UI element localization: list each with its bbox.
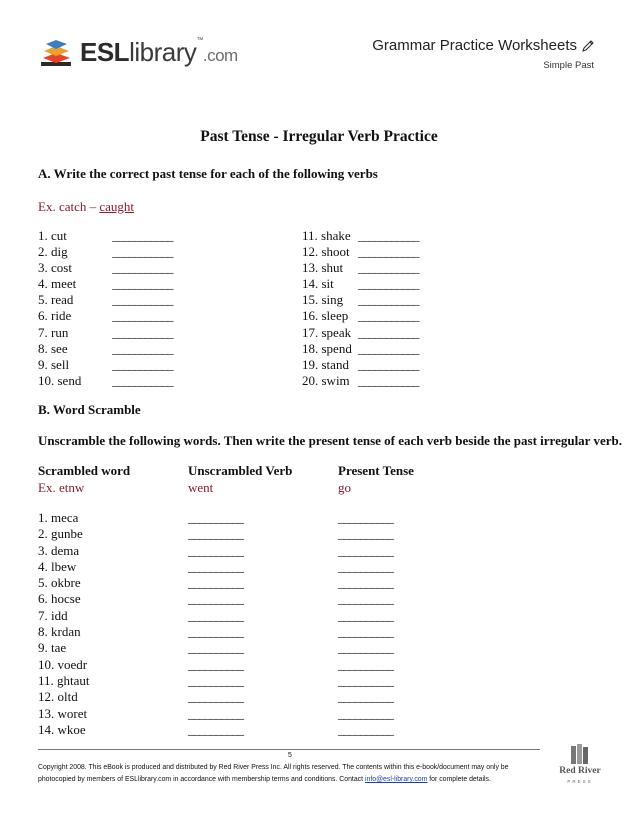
answer-blank[interactable]: ___________ [358, 276, 419, 292]
unscrambled-blank[interactable]: __________ [188, 575, 243, 591]
unscrambled-blank[interactable]: __________ [188, 607, 243, 623]
verb-item: 7. run [38, 324, 69, 340]
present-tense-blank[interactable]: __________ [338, 591, 393, 607]
col-header-unscrambled: Unscrambled Verb [188, 463, 293, 478]
present-tense-blank[interactable]: __________ [338, 672, 393, 688]
present-tense-blank[interactable]: __________ [338, 542, 393, 558]
verb-item: 14. sit [302, 276, 334, 292]
footer-divider [38, 749, 540, 750]
scrambled-word-item: 1. meca [38, 510, 79, 525]
unscrambled-blank[interactable]: __________ [188, 656, 243, 672]
answer-blank[interactable]: ___________ [112, 308, 173, 324]
page-number: 5 [288, 752, 292, 759]
copyright-notice: Copyright 2008. This eBook is produced and distributed by Red River Press Inc. All rights reserved. The contents within this e-book/document may only be photocopied by members of ESLlibrary.com in accordance with membership terms and conditions. Contact info@esl-library.com for complete details. [38, 764, 509, 783]
example-unscrambled: went [188, 480, 214, 495]
verb-item: 8. see [38, 340, 68, 356]
answer-blank[interactable]: ___________ [358, 372, 419, 388]
section-a-right-column [302, 228, 352, 389]
section-a-left-blanks [112, 228, 173, 389]
scrambled-word-item: 11. ghtaut [38, 672, 90, 688]
section-b-heading: B. Word Scramble [38, 402, 141, 417]
verb-item: 19. stand [302, 356, 349, 372]
verb-item: 11. shake [302, 228, 351, 243]
answer-blank[interactable]: ___________ [112, 372, 173, 388]
unscrambled-blank[interactable]: __________ [188, 705, 243, 721]
unscrambled-blank[interactable]: __________ [188, 640, 243, 656]
scrambled-word-item: 12. oltd [38, 689, 78, 705]
scrambled-word-item: 13. woret [38, 705, 88, 721]
answer-blank[interactable]: ___________ [358, 356, 419, 372]
col-header-scrambled: Scrambled word [38, 463, 131, 478]
answer-blank[interactable]: ___________ [112, 276, 173, 292]
answer-blank[interactable]: ___________ [358, 292, 419, 308]
verb-item: 17. speak [302, 324, 352, 340]
present-tense-blank[interactable]: __________ [338, 705, 393, 721]
answer-blank[interactable]: ___________ [112, 244, 173, 260]
logo-wordmark: ESLlibrary™.com [80, 37, 238, 67]
present-blanks-column [338, 510, 393, 738]
book-stack-icon [38, 36, 74, 72]
answer-blank[interactable]: ___________ [112, 292, 173, 308]
unscrambled-blank[interactable]: __________ [188, 591, 243, 607]
verb-item: 20. swim [302, 372, 350, 388]
verb-item: 4. meet [38, 276, 77, 292]
answer-blank[interactable]: ___________ [358, 340, 419, 356]
example-present: go [338, 480, 351, 495]
answer-blank[interactable]: ___________ [358, 324, 419, 340]
page-title: Past Tense - Irregular Verb Practice [200, 128, 438, 145]
books-icon [568, 742, 592, 766]
verb-item: 16. sleep [302, 308, 349, 324]
present-tense-blank[interactable]: __________ [338, 575, 393, 591]
present-tense-blank[interactable]: __________ [338, 689, 393, 705]
unscrambled-blank[interactable]: __________ [188, 510, 243, 525]
present-tense-blank[interactable]: __________ [338, 656, 393, 672]
worksheet-topic: Simple Past [543, 60, 594, 71]
section-a-example: Ex. catch – caught [38, 199, 135, 214]
verb-item: 15. sing [302, 292, 344, 308]
unscrambled-blank[interactable]: __________ [188, 689, 243, 705]
present-tense-blank[interactable]: __________ [338, 558, 393, 574]
verb-item: 5. read [38, 292, 74, 308]
verb-item: 9. sell [38, 356, 70, 372]
verb-item: 2. dig [38, 244, 68, 260]
pencil-icon [580, 38, 596, 54]
red-river-press-logo: Red River PRESS [555, 742, 605, 788]
answer-blank[interactable]: ___________ [358, 228, 419, 243]
unscrambled-blank[interactable]: __________ [188, 542, 243, 558]
answer-blank[interactable]: ___________ [112, 324, 173, 340]
section-a-left-column [38, 228, 81, 389]
answer-blank[interactable]: ___________ [358, 308, 419, 324]
verb-item: 3. cost [38, 260, 72, 276]
verb-item: 18. spend [302, 340, 352, 356]
answer-blank[interactable]: ___________ [112, 260, 173, 276]
present-tense-blank[interactable]: __________ [338, 607, 393, 623]
answer-blank[interactable]: ___________ [112, 340, 173, 356]
scrambled-word-item: 6. hocse [38, 591, 81, 607]
col-header-present: Present Tense [338, 463, 414, 478]
section-a-right-blanks [358, 228, 419, 389]
verb-item: 6. ride [38, 308, 72, 324]
present-tense-blank[interactable]: __________ [338, 624, 393, 640]
esl-library-logo [38, 34, 238, 78]
contact-email-link[interactable]: info@esl-library.com [364, 776, 428, 783]
present-tense-blank[interactable]: __________ [338, 721, 393, 737]
scrambled-word-item: 9. tae [38, 640, 67, 656]
unscrambled-blank[interactable]: __________ [188, 721, 243, 737]
scrambled-word-item: 2. gunbe [38, 526, 83, 542]
scrambled-word-item: 4. lbew [38, 558, 77, 574]
section-b-instruction: Unscramble the following words. Then write the present tense of each verb beside the past irregular verb. [38, 433, 622, 448]
present-tense-blank[interactable]: __________ [338, 510, 393, 525]
present-tense-blank[interactable]: __________ [338, 526, 393, 542]
scrambled-word-item: 7. idd [38, 607, 68, 623]
answer-blank[interactable]: ___________ [358, 244, 419, 260]
unscrambled-blanks-column [188, 510, 243, 738]
section-a-heading: A. Write the correct past tense for each of the following verbs [38, 166, 378, 181]
example-scrambled: Ex. etnw [38, 480, 85, 495]
scrambled-word-item: 5. okbre [38, 575, 81, 591]
scrambled-word-item: 8. krdan [38, 624, 81, 640]
present-tense-blank[interactable]: __________ [338, 640, 393, 656]
answer-blank[interactable]: ___________ [358, 260, 419, 276]
scrambled-words-column [38, 510, 90, 738]
unscrambled-blank[interactable]: __________ [188, 624, 243, 640]
verb-item: 10. send [38, 372, 82, 388]
unscrambled-blank[interactable]: __________ [188, 558, 243, 574]
verb-item: 13. shut [302, 260, 344, 276]
answer-blank[interactable]: ___________ [112, 356, 173, 372]
verb-item: 12. shoot [302, 244, 350, 260]
unscrambled-blank[interactable]: __________ [188, 672, 243, 688]
scrambled-word-item: 14. wkoe [38, 721, 86, 737]
scrambled-word-item: 3. dema [38, 542, 80, 558]
scrambled-word-item: 10. voedr [38, 656, 88, 672]
unscrambled-blank[interactable]: __________ [188, 526, 243, 542]
worksheet-series-title: Grammar Practice Worksheets [372, 37, 596, 54]
answer-blank[interactable]: ___________ [112, 228, 173, 243]
verb-item: 1. cut [38, 228, 67, 243]
